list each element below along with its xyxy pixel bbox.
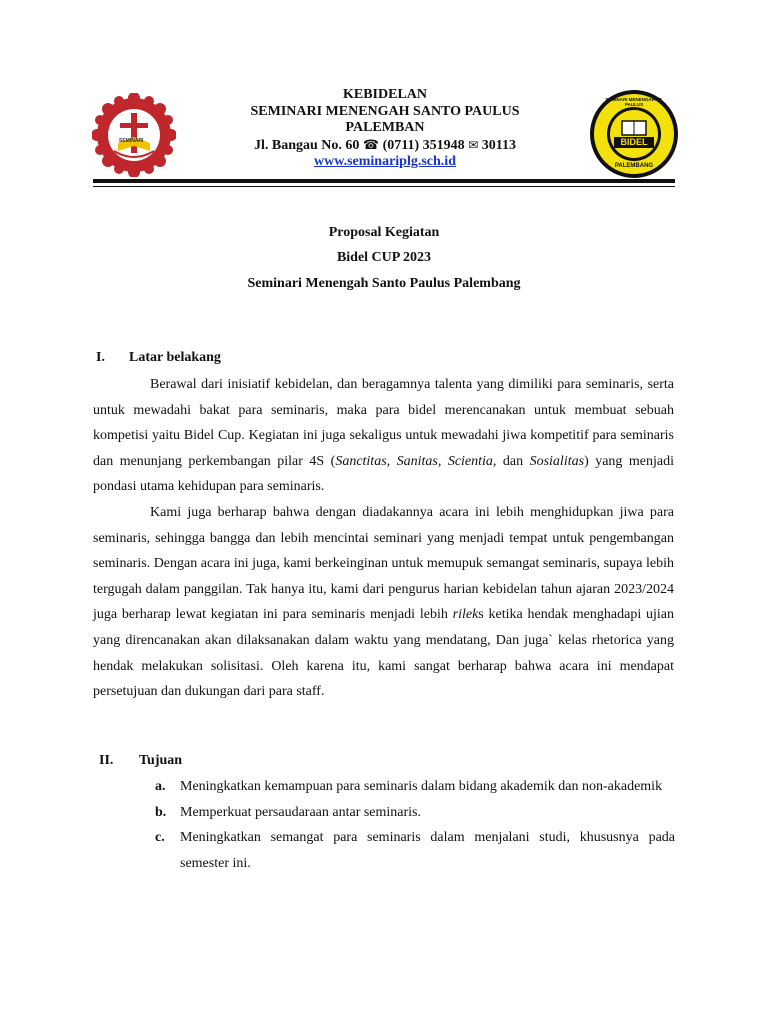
letterhead [200, 87, 570, 171]
section-1-heading: Latar belakang [129, 350, 221, 365]
website-link[interactable]: www.seminariplg.sch.id [314, 154, 456, 169]
bidel-badge-logo [589, 89, 679, 179]
list-item [155, 774, 675, 800]
section-2-heading: Tujuan [139, 753, 183, 768]
goals-list [155, 774, 675, 876]
paragraph-2: Kami juga berharap bahwa dengan diadakannya acara ini lebih menghidupkan jiwa para seminaris, sehingga bangga dan lebih mencintai seminari yang menjadi tempat untuk pengembangan seminaris. Dengan acara ini juga, kami berkeinginan untuk memupuk semangat seminaris, supaya lebih tergugah dalam panggilan. Tak hanya itu, kami dari pengurus harian kebidelan tahun ajaran 2023/2024 juga berharap lewat kegiatan ini para seminaris menjadi lebih rileks ketika hendak menghadapi ujian yang direncanakan akan dilaksanakan dalam waktu yang mendatang, Dan juga` kelas rhetorica yang hendak melakukan solisitasi. Oleh karena itu, kami sangat berharap bahwa acara ini mendapat persetujuan dan dukungan dari para staff. [93, 504, 675, 700]
header-rule-thick [93, 179, 675, 183]
list-text: Meningkatkan semangat para seminaris dalam menjalani studi, khususnya pada semester ini. [180, 830, 675, 871]
list-text: Memperkuat persaudaraan antar seminaris. [180, 804, 422, 820]
school-name: SEMINARI MENENGAH SANTO PAULUS [250, 103, 520, 119]
crest-text: SEMINARI [119, 138, 144, 144]
address: Jl. Bangau No. 60 [254, 137, 360, 153]
badge-ring-top: SEMINARI MENENGAH ST. PAULUS [605, 97, 663, 107]
phone-icon: ☎ [362, 137, 380, 153]
badge-ring-bottom: PALEMBANG [614, 163, 654, 169]
list-label: c. [155, 830, 165, 846]
list-text: Meningkatkan kemampuan para seminaris dalam bidang akademik dan non-akademik [180, 779, 663, 794]
seminari-crest-logo [92, 93, 176, 177]
city-name: PALEMBAN [345, 120, 425, 135]
institution-name: Seminari Menengah Santo Paulus Palembang [247, 276, 521, 291]
list-item [155, 825, 675, 876]
paragraph-1: Berawal dari inisiatif kebidelan, dan beragamnya talenta yang dimiliki para seminaris, serta untuk mewadahi bakat para seminaris, maka para bidel merencanakan untuk membuat sebuah kompetisi yaitu Bidel Cup. Kegiatan ini juga sekaligus untuk mewadahi jiwa kompetitif para seminaris dan menunjang perkembangan pilar 4S (Sanctitas, Sanitas, Scientia, dan Sosialitas) yang menjadi pondasi utama kehidupan para seminaris. [93, 377, 674, 495]
postal-code: 30113 [481, 137, 516, 153]
list-item [155, 800, 675, 826]
list-label: b. [155, 804, 167, 820]
contact-line [200, 137, 570, 155]
phone-number: (0711) 351948 [382, 137, 465, 153]
mail-icon: ✉ [468, 137, 479, 152]
doc-title: Proposal Kegiatan [328, 225, 440, 240]
event-name: Bidel CUP 2023 [336, 250, 432, 265]
section-1-body [93, 372, 674, 705]
section-2-number: II. [99, 753, 114, 768]
badge-center-text: BIDEL [620, 137, 648, 147]
section-1-number: I. [96, 350, 105, 365]
org-name: KEBIDELAN [342, 87, 428, 102]
list-label: a. [155, 779, 166, 794]
header-rule-thin [93, 186, 675, 187]
